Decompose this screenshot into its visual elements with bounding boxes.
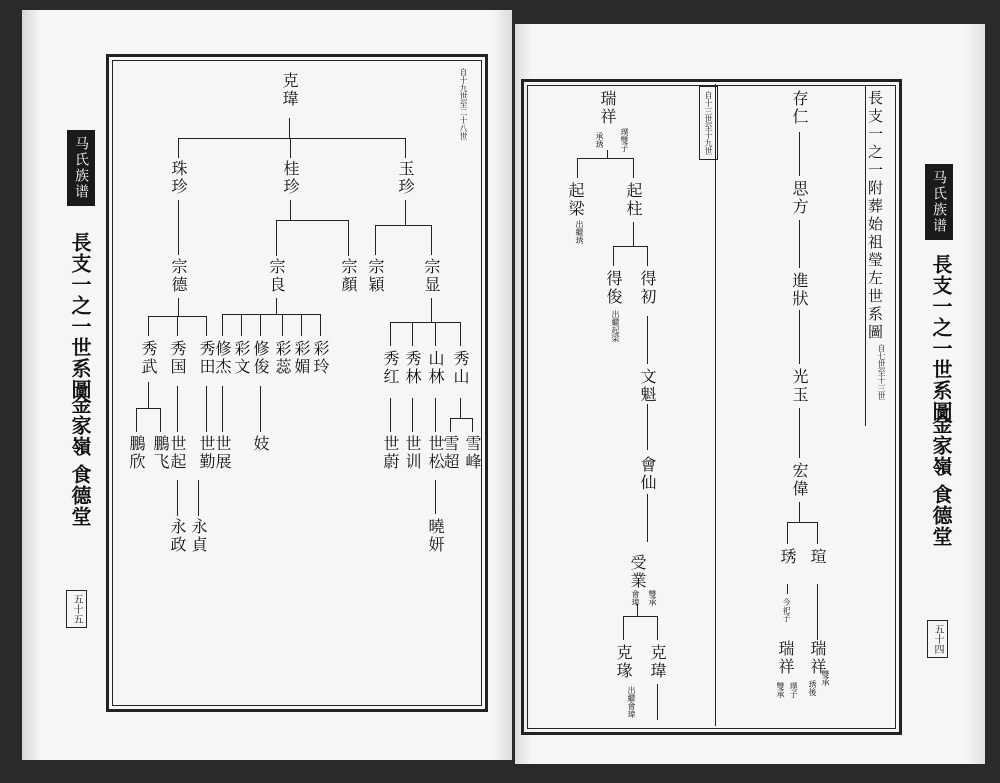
name-xiutian: 秀田	[197, 340, 216, 376]
page-frame	[521, 79, 902, 735]
note-xiu: 今祀子	[782, 598, 791, 622]
name-xiu: 琇	[778, 548, 797, 566]
name-zhuzhen: 珠珍	[169, 160, 188, 196]
name-ruixiang-b: 瑞祥	[808, 640, 827, 676]
name-shizhan: 世展	[213, 435, 232, 471]
page-number: 五十四	[927, 620, 948, 658]
name-qizhu: 起柱	[624, 182, 643, 218]
name-dejun: 得俊	[604, 270, 623, 306]
note-kezhuan: 出繼會瑋	[627, 686, 636, 718]
name-jinzhuang: 進狀	[790, 272, 809, 308]
name-ji: 妓	[251, 435, 270, 453]
name-yongzhen: 永貞	[189, 518, 208, 554]
note-ruixiang-top-2: 承琇	[595, 132, 604, 148]
name-yongzheng: 永政	[168, 518, 187, 554]
name-pengfei: 鵬飞	[151, 435, 170, 471]
name-dechu: 得初	[638, 270, 657, 306]
name-xiaoyan: 曉妍	[426, 518, 445, 554]
name-shixun: 世训	[403, 435, 422, 471]
name-zongying: 宗穎	[366, 258, 385, 294]
name-xuefeng: 雪峰	[463, 435, 482, 471]
side-place: 金家嶺	[929, 414, 953, 477]
series-tag: 马氏族谱	[925, 164, 953, 240]
name-shiqin: 世勤	[197, 435, 216, 471]
note-ruixiang-a-2: 雙承	[776, 682, 785, 698]
name-shisong: 世松	[426, 435, 445, 471]
title-main: 長支一之一附葬始祖瑩左世系圖	[866, 90, 884, 342]
name-huixian: 會仙	[638, 456, 657, 492]
name-ruixiang-top: 瑞祥	[598, 90, 617, 126]
name-caiying: 彩蕊	[273, 340, 292, 376]
side-title: 長支一之一世系圖	[929, 254, 953, 422]
name-xiuhong: 秀红	[381, 350, 400, 386]
side-title: 長支一之一世系圖	[68, 232, 92, 400]
side-hall: 食德堂	[68, 464, 92, 527]
name-ruixiang-a: 瑞祥	[776, 640, 795, 676]
name-caimei: 彩媚	[292, 340, 311, 376]
name-xueqi: 雪超	[441, 435, 460, 471]
name-zongyan: 宗顏	[339, 258, 358, 294]
name-zongde: 宗德	[169, 258, 188, 294]
name-xiushan: 秀山	[451, 350, 470, 386]
name-guangyu: 光玉	[790, 368, 809, 404]
side-place: 金家嶺	[68, 394, 92, 457]
name-caiwen: 彩文	[232, 340, 251, 376]
name-shiqi: 世起	[168, 435, 187, 471]
note-shouye-2: 會瑋	[631, 590, 640, 606]
name-xuan: 瑄	[808, 548, 827, 566]
name-zongliang: 宗良	[267, 258, 286, 294]
note-shouye-1: 雙承	[648, 590, 657, 606]
note-ruixiang-b-1: 琇後	[808, 680, 817, 696]
note-ruixiang-b-2: 雙承	[821, 670, 830, 686]
name-shiwei: 世蔚	[381, 435, 400, 471]
name-pengxin: 鵬欣	[127, 435, 146, 471]
name-xiujun: 修俊	[251, 340, 270, 376]
name-xiuguo: 秀国	[168, 340, 187, 376]
name-xiuwu: 秀武	[139, 340, 158, 376]
note-qiliang: 出繼琇	[575, 220, 584, 244]
name-hongwei: 宏偉	[790, 462, 809, 498]
name-kewei: 克瑋	[280, 72, 299, 108]
generation-range: 自十三世至十九世	[699, 86, 718, 160]
note-dejun: 出繼起梁	[611, 310, 620, 342]
name-qiliang: 起梁	[566, 182, 585, 218]
name-wenkui: 文魁	[638, 368, 657, 404]
name-xiulin: 秀林	[403, 350, 422, 386]
name-kezhuan: 克瑑	[614, 644, 633, 680]
name-shouye: 受業	[628, 554, 647, 590]
name-cunren: 存仁	[790, 90, 809, 126]
name-zongxian: 宗显	[422, 258, 441, 294]
generation-range: 自十九世至二十八世	[459, 68, 468, 140]
name-cailing: 彩玲	[311, 340, 330, 376]
title-range: 自七世至十三世	[877, 344, 886, 400]
side-hall: 食德堂	[929, 484, 953, 547]
right-page	[515, 24, 985, 764]
name-sifang: 思方	[790, 180, 809, 216]
series-tag: 马氏族谱	[67, 130, 95, 206]
note-ruixiang-a-1: 璞子	[789, 682, 798, 698]
left-page	[22, 10, 512, 760]
name-guizhen: 桂珍	[281, 160, 300, 196]
name-xiujie: 修杰	[213, 340, 232, 376]
name-shanlin: 山林	[426, 350, 445, 386]
name-kewei: 克瑋	[648, 644, 667, 680]
note-ruixiang-top-1: 璞雙子	[620, 128, 629, 152]
page-number: 五十五	[66, 590, 87, 628]
name-yuzhen: 玉珍	[396, 160, 415, 196]
